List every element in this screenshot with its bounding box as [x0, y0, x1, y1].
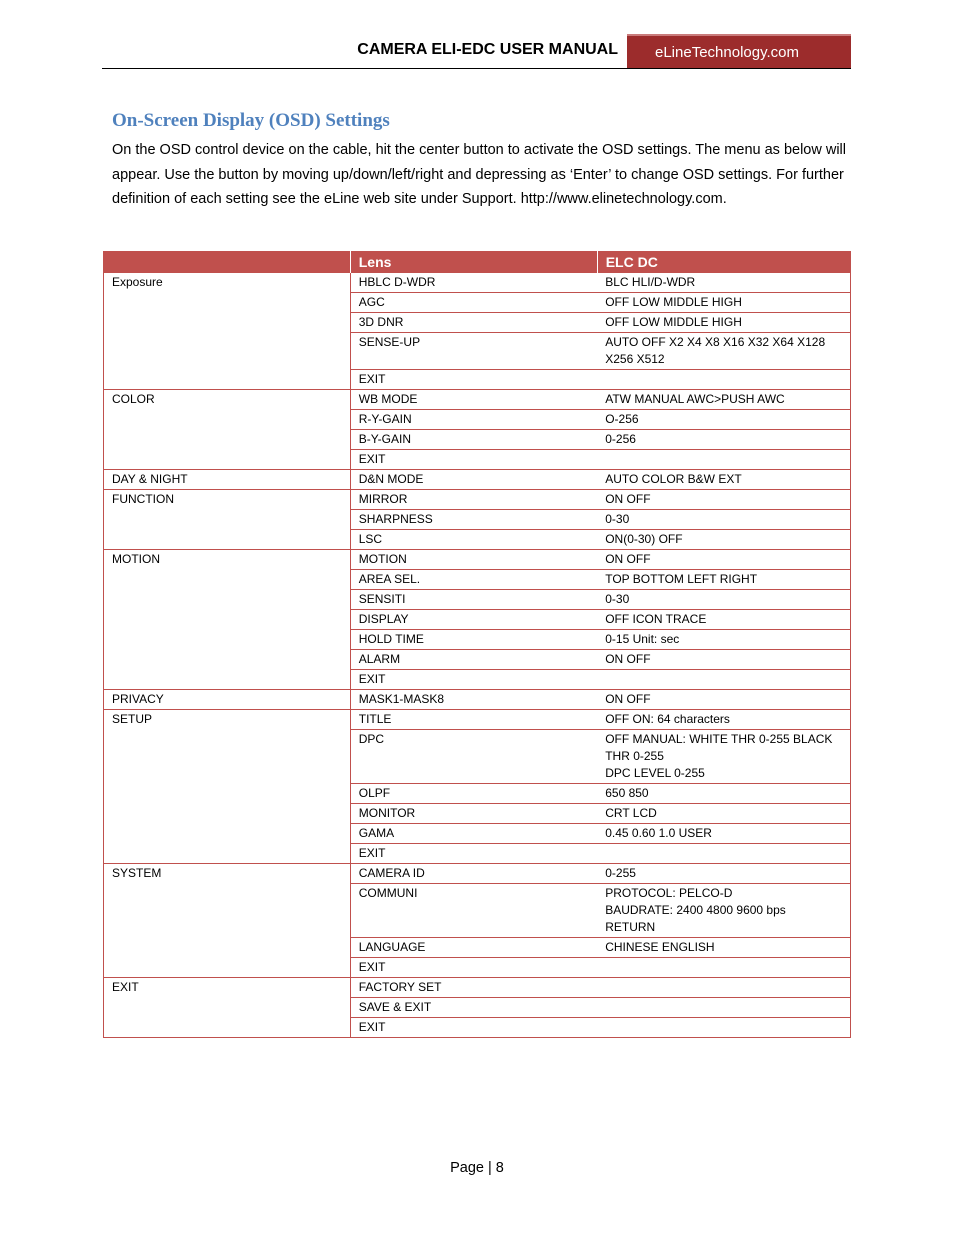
- setting-value-cell: [597, 998, 850, 1018]
- setting-value-cell: [597, 450, 850, 470]
- setting-item-cell: MOTION: [350, 550, 597, 570]
- category-cell: SYSTEM: [104, 864, 351, 978]
- table-row: [104, 978, 851, 998]
- table-body: [104, 273, 851, 1038]
- table-row: [104, 390, 851, 410]
- setting-item-cell: OLPF: [350, 784, 597, 804]
- category-cell: Exposure: [104, 273, 351, 390]
- osd-settings-table: [103, 251, 851, 1038]
- table-row: [104, 710, 851, 730]
- setting-value-cell: AUTO OFF X2 X4 X8 X16 X32 X64 X128 X256 X512: [597, 333, 850, 370]
- setting-value-cell: 650 850: [597, 784, 850, 804]
- setting-value-cell: ON OFF: [597, 490, 850, 510]
- category-cell: DAY & NIGHT: [104, 470, 351, 490]
- category-cell: EXIT: [104, 978, 351, 1038]
- setting-value-cell: AUTO COLOR B&W EXT: [597, 470, 850, 490]
- setting-item-cell: SAVE & EXIT: [350, 998, 597, 1018]
- setting-value-cell: 0-255: [597, 864, 850, 884]
- setting-item-cell: D&N MODE: [350, 470, 597, 490]
- setting-item-cell: LSC: [350, 530, 597, 550]
- setting-value-cell: 0-30: [597, 590, 850, 610]
- setting-value-cell: OFF ON: 64 characters: [597, 710, 850, 730]
- setting-item-cell: 3D DNR: [350, 313, 597, 333]
- setting-item-cell: TITLE: [350, 710, 597, 730]
- setting-value-cell: ON(0-30) OFF: [597, 530, 850, 550]
- setting-item-cell: MONITOR: [350, 804, 597, 824]
- setting-item-cell: MASK1-MASK8: [350, 690, 597, 710]
- setting-item-cell: ALARM: [350, 650, 597, 670]
- setting-value-cell: OFF LOW MIDDLE HIGH: [597, 313, 850, 333]
- manual-title: CAMERA ELI-EDC USER MANUAL: [357, 41, 618, 58]
- section-heading: On-Screen Display (OSD) Settings: [112, 110, 390, 131]
- setting-item-cell: SENSE-UP: [350, 333, 597, 370]
- setting-item-cell: DISPLAY: [350, 610, 597, 630]
- setting-item-cell: MIRROR: [350, 490, 597, 510]
- setting-value-cell: 0.45 0.60 1.0 USER: [597, 824, 850, 844]
- setting-value-cell: PROTOCOL: PELCO-D BAUDRATE: 2400 4800 9600 bps RETURN: [597, 884, 850, 938]
- setting-item-cell: COMMUNI: [350, 884, 597, 938]
- setting-value-cell: OFF LOW MIDDLE HIGH: [597, 293, 850, 313]
- setting-item-cell: EXIT: [350, 670, 597, 690]
- setting-item-cell: R-Y-GAIN: [350, 410, 597, 430]
- setting-value-cell: O-256: [597, 410, 850, 430]
- setting-value-cell: CRT LCD: [597, 804, 850, 824]
- page-number: Page | 8: [450, 1160, 504, 1176]
- category-cell: MOTION: [104, 550, 351, 690]
- setting-item-cell: EXIT: [350, 1018, 597, 1038]
- setting-value-cell: 0-30: [597, 510, 850, 530]
- setting-item-cell: B-Y-GAIN: [350, 430, 597, 450]
- setting-item-cell: HOLD TIME: [350, 630, 597, 650]
- setting-value-cell: [597, 844, 850, 864]
- setting-value-cell: OFF ICON TRACE: [597, 610, 850, 630]
- category-cell: COLOR: [104, 390, 351, 470]
- setting-item-cell: LANGUAGE: [350, 938, 597, 958]
- table-row: [104, 864, 851, 884]
- setting-item-cell: HBLC D-WDR: [350, 273, 597, 293]
- setting-value-cell: OFF MANUAL: WHITE THR 0-255 BLACK THR 0-255 DPC LEVEL 0-255: [597, 730, 850, 784]
- table-row: [104, 550, 851, 570]
- column-header-elc-dc: ELC DC: [597, 251, 850, 273]
- setting-value-cell: [597, 978, 850, 998]
- setting-item-cell: EXIT: [350, 958, 597, 978]
- setting-item-cell: AREA SEL.: [350, 570, 597, 590]
- setting-item-cell: CAMERA ID: [350, 864, 597, 884]
- table-header-row: [104, 251, 851, 273]
- page-header: [102, 34, 851, 69]
- table-row: [104, 273, 851, 293]
- setting-item-cell: FACTORY SET: [350, 978, 597, 998]
- setting-value-cell: ON OFF: [597, 650, 850, 670]
- site-badge: eLineTechnology.com: [627, 34, 851, 68]
- category-cell: PRIVACY: [104, 690, 351, 710]
- setting-value-cell: ATW MANUAL AWC>PUSH AWC: [597, 390, 850, 410]
- table-row: [104, 490, 851, 510]
- setting-value-cell: [597, 1018, 850, 1038]
- setting-item-cell: SHARPNESS: [350, 510, 597, 530]
- table-row: [104, 690, 851, 710]
- setting-value-cell: BLC HLI/D-WDR: [597, 273, 850, 293]
- setting-item-cell: SENSITI: [350, 590, 597, 610]
- setting-item-cell: EXIT: [350, 844, 597, 864]
- setting-item-cell: WB MODE: [350, 390, 597, 410]
- setting-item-cell: AGC: [350, 293, 597, 313]
- setting-item-cell: DPC: [350, 730, 597, 784]
- setting-value-cell: ON OFF: [597, 690, 850, 710]
- column-header-lens: Lens: [350, 251, 597, 273]
- setting-item-cell: GAMA: [350, 824, 597, 844]
- column-header-category: [104, 251, 351, 273]
- category-cell: SETUP: [104, 710, 351, 864]
- category-cell: FUNCTION: [104, 490, 351, 550]
- intro-text: On the OSD control device on the cable, hit the center button to activate the OSD settings. The menu as below will appear. Use the button by moving up/down/left/right and depressing as ‘Enter’ to change OSD settings. For further definition of each setting see the eLine web site under Support. http://www.elinetechnology.com.: [112, 142, 846, 207]
- setting-item-cell: EXIT: [350, 450, 597, 470]
- setting-value-cell: 0-15 Unit: sec: [597, 630, 850, 650]
- setting-value-cell: TOP BOTTOM LEFT RIGHT: [597, 570, 850, 590]
- setting-value-cell: [597, 958, 850, 978]
- setting-item-cell: EXIT: [350, 370, 597, 390]
- setting-value-cell: [597, 670, 850, 690]
- intro-paragraph: [112, 138, 847, 212]
- setting-value-cell: ON OFF: [597, 550, 850, 570]
- setting-value-cell: [597, 370, 850, 390]
- table-row: [104, 470, 851, 490]
- setting-value-cell: CHINESE ENGLISH: [597, 938, 850, 958]
- setting-value-cell: 0-256: [597, 430, 850, 450]
